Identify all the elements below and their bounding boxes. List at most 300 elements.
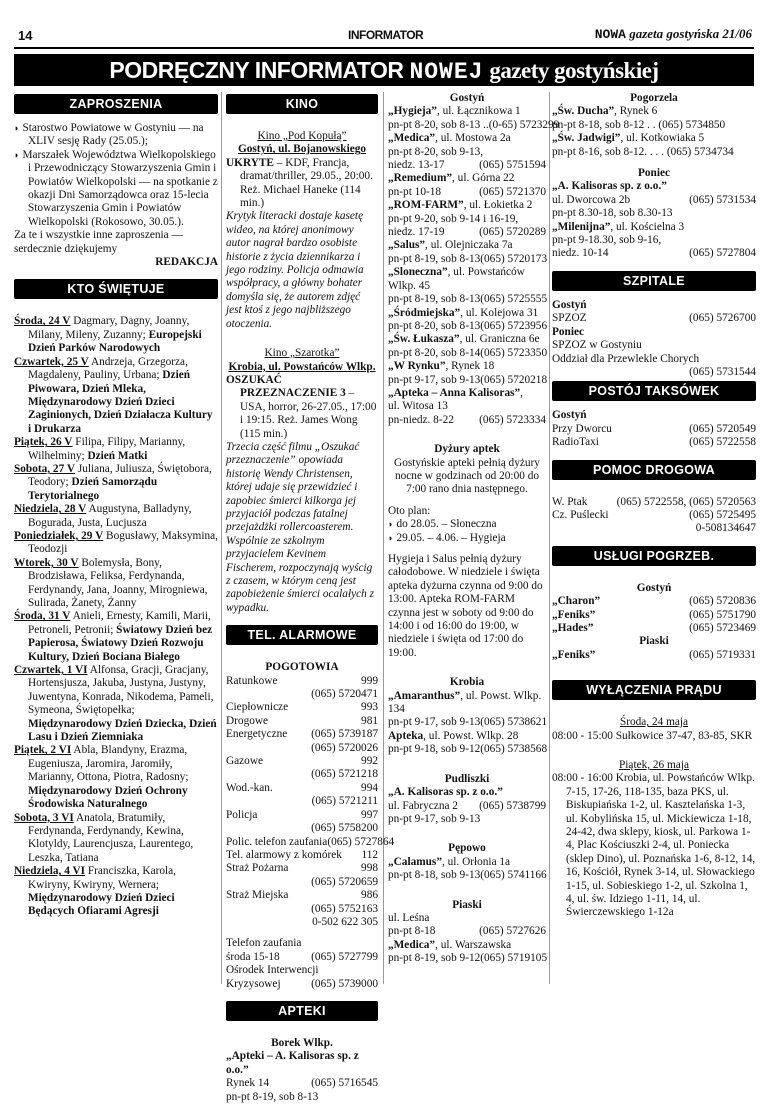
phone-row — [552, 622, 756, 635]
cinema-address: Krobia, ul. Powstańców Wlkp. — [228, 360, 376, 373]
header-rule — [14, 47, 754, 49]
phone-row — [226, 835, 395, 849]
nameday-entry — [14, 315, 218, 355]
phone-number: (065) 5738799 — [479, 799, 546, 812]
pharmacy-detail: ul. Leśna — [388, 911, 430, 924]
nameday-date: Czwartek, 1 VI — [14, 664, 88, 677]
pharmacy-name: „Medica” — [388, 132, 436, 145]
pharmacy-line — [388, 786, 546, 799]
phone-label: Polic. telefon zaufania — [226, 835, 328, 848]
phone-number: 981 — [361, 714, 378, 727]
phone-number: (065) 5720836 — [689, 595, 756, 608]
hotline-label: Ośrodek Interwencji — [226, 964, 319, 977]
duty-heading: Dyżury aptek — [434, 443, 500, 456]
phone-row — [226, 809, 378, 822]
town-heading: Poniec — [552, 325, 584, 338]
phone-label: Ciepłownicze — [226, 701, 289, 714]
nameday-names: Andrzeja, Grzegorza, Magdaleny, Pauliny, Urbana; — [28, 355, 188, 382]
pharmacy-detail: pn-pt 9-18.30, sob 9-16, — [552, 234, 662, 247]
nameday-holiday: Międzynarodowy Dzień Dziecka, Dzień Lasu i Dzień Ziemniaka — [28, 717, 217, 744]
phone-number: (065) 5731534 — [689, 193, 756, 206]
pharmacy-name: „A. Kalisoras sp. z o.o.” — [552, 180, 667, 193]
section-name: INFORMATOR — [348, 28, 424, 42]
phone-label: Tel. alarmowy z komórek — [226, 848, 342, 861]
phone-number: (065) 5720218 — [480, 373, 548, 386]
pharmacy-detail: , Rynek 18 — [445, 360, 495, 373]
pharmacy-detail: pn-pt 8.30-18, sob 8.30-13 — [552, 207, 673, 220]
phone-row: środa 15-18 (065) 5727799 — [226, 950, 378, 963]
pharmacy-list — [552, 180, 756, 260]
town-heading: Gostyń — [552, 298, 587, 311]
phone-label: Ratunkowe — [226, 674, 278, 687]
page-number: 14 — [18, 28, 33, 43]
phone-row — [226, 849, 378, 862]
phone-number: (065) 5727804 — [689, 247, 756, 260]
pharmacy-name: „Amaranthus” — [388, 689, 461, 702]
phone-label: pn-pt 9-17, sob 9-13 — [388, 373, 481, 386]
alarm-heading: TEL. ALARMOWE — [226, 625, 378, 645]
page-header — [0, 0, 768, 50]
phone-number: (065) 5725555 — [480, 293, 548, 306]
column-divider — [549, 92, 550, 984]
phone-number: (065) 5751594 — [479, 159, 546, 172]
column-divider — [221, 92, 222, 984]
phone-row — [388, 743, 546, 756]
nameday-date: Środa, 24 V — [14, 315, 71, 328]
phone-row — [388, 226, 546, 239]
film-description: Krytyk literacki dostaje kasetę wideo, na której anonimowy autor nagrał bardzo osobiste historie z życia dziennikarza i jego rodziny. Policja odmawia współpracy, a główny bohater domyśla się, że autorem zdjęć jest ktoś z jego najbliższego otoczenia. — [226, 210, 364, 330]
phone-row — [552, 609, 756, 622]
phone-row: Przy Dworcu (065) 5720549 — [552, 422, 756, 435]
column-3 — [388, 92, 560, 966]
phone-row: „Feniks” (065) 5719331 — [552, 648, 756, 661]
nameday-list — [14, 315, 218, 918]
pharmacy-line — [388, 199, 546, 212]
phone-label: Wod.-kan. — [226, 781, 273, 794]
kto-swietuje-heading: KTO ŚWIĘTUJE — [14, 279, 218, 299]
pharmacy-detail: , ul. Łokietka 2 — [463, 199, 533, 212]
pharmacy-line — [388, 690, 546, 717]
column-1 — [14, 92, 218, 919]
nameday-entry — [14, 463, 218, 503]
phone-number: (065) 5738621 — [480, 716, 548, 729]
hospital-ward: Oddział dla Przewlekle Chorych — [552, 352, 700, 365]
column-divider — [383, 92, 384, 984]
pharmacy-detail: pn-pt 9-17, sob 9-13 — [388, 812, 481, 825]
nameday-holiday: Dzień Matki — [87, 449, 148, 462]
pharmacy-name: „Apteka – Anna Kalisoras” — [388, 386, 521, 399]
outage-text: 08:00 - 16:00 Krobia, ul. Powstańców Wlkp. 7-15, 17-26, 118-135, baza PKS, ul. Biskupiańska 1-2, ul. Kasztelańska 1-3, ul. Kobylińska 15, ul. Mickiewicza 1-18, 24-42, dwa sklepy, kiosk, ul. Parkowa 1-4, Plac Kościuszki 2-4, ul. Poniecka (sklep Dino), ul. Poznańska 1-6, 8-12, 14, 16, Kościół, Rynek 3-14, ul. Słowackiego 1-15, ul. Sobieskiego 1-2, ul. Szkolna 1, 4, ul. św. Idziego 1-11, 14, ul. Świerczewskiego 1-12a — [552, 772, 756, 919]
phone-number: 993 — [361, 701, 378, 714]
nameday-entry — [14, 865, 218, 919]
phone-row — [226, 768, 378, 781]
pharmacy-detail: pn-pt 9-20, sob 9-14 i 16-19, — [388, 212, 519, 225]
nameday-names: Augustyna, Balladyny, Bogurada, Justa, Lucjusza — [28, 503, 192, 529]
phone-number: (065) 5721211 — [311, 795, 378, 808]
phone-row — [388, 293, 546, 306]
pharmacy-line — [388, 730, 546, 743]
pharmacy-name: „Calamus” — [388, 855, 442, 868]
phone-number: (065) 5723350 — [480, 346, 548, 359]
nameday-date: Piątek, 26 V — [14, 436, 73, 449]
cinema-name: Kino „Szarotka” — [264, 347, 340, 360]
pharmacy-detail: pn-pt 8-20, sob 9-13, — [388, 145, 484, 158]
phone-number: (065) 5751790 — [689, 608, 756, 621]
phone-number: 999 — [361, 674, 378, 687]
pharmacy-list — [388, 690, 546, 757]
invite-signature: REDAKCJA — [155, 256, 218, 269]
pharmacy-line — [388, 239, 546, 252]
nameday-date: Sobota, 27 V — [14, 462, 75, 475]
pharmacy-name: „Salus” — [388, 239, 426, 252]
nameday-date: Sobota, 3 VI — [14, 811, 74, 824]
phone-number: (065) 5719105 — [480, 952, 548, 965]
pharmacy-line — [388, 813, 546, 826]
phone-row: W. Ptak (065) 5722558, (065) 5720563 — [552, 495, 756, 508]
nameday-date: Niedziela, 4 VI — [14, 865, 86, 878]
phone-row — [388, 320, 546, 333]
pharmacy-list — [388, 105, 560, 427]
town-heading: Krobia — [449, 676, 485, 689]
phone-number: (065) 5723956 — [480, 319, 548, 332]
phone-label: pn-pt 8-20, sob 8-13 — [388, 319, 481, 332]
pharmacy-line — [388, 146, 546, 159]
phone-row — [388, 716, 546, 729]
phone-row — [226, 862, 378, 875]
nameday-names: Franciszka, Karola, Kwiryny, Kwiryny, Wernera; — [28, 865, 176, 891]
nameday-names: Anatola, Bratumiły, Ferdynanda, Ferdynandy, Kewina, Klotyldy, Laurencjusza, Laurentego, Leszka, Tatiana — [28, 811, 194, 864]
duty-note: Hygieja i Salus pełnią dyżury całodobowe. W niedziele i święta apteka dyżurna czynna od 9:00 do 13:00. Apteka ROM-FARM czynna jest w soboty od 9:00 do 14:00 i od 16:00 do 19:00, w niedziele i święta od 17:00 do 19:00. — [388, 553, 543, 659]
outage-text: 08:00 - 15:00 Sułkowice 37-47, 83-85, SKR — [552, 729, 753, 742]
nameday-names: Bogusławy, Maksymina, Teodozji — [28, 529, 218, 556]
phone-number: (065) 5720026 — [311, 741, 378, 754]
invite-item: ◗ Marszałek Województwa Wielkopolskiego i Przewodniczący Stowarzyszenia Gmin i Powiatów Wielkopolski — na spotkanie z okazji Dni Samorządowca oraz 15-lecia Stowarzyszenia Gmin i Powiatów Wielkopolski (Rokosowo, 30.05.). — [14, 149, 218, 229]
nameday-names: Abla, Blandyny, Erazma, Eugeniusza, Jaromira, Jaromiły, Marianny, Ottona, Piotra, Radosny; — [28, 744, 189, 784]
phone-label: Drogowe — [226, 714, 269, 727]
nameday-entry — [14, 610, 218, 664]
phone-label: niedz. 13-17 — [388, 159, 445, 172]
phone-number: 998 — [361, 862, 378, 875]
film-description: Trzecia część filmu „Oszukać przeznaczenie” opowiada historię Wendy Christensen, której udaje się przewidzieć i zapobiec śmierci kilkorga jej przyjaciół podczas fatalnej przejażdżki rollercoasterem. Wspólnie ze szkolnym przyjacielem Kevinem Fischerem, rozpoczynają wyścig z czasem, w którym ceną jest zapobieżenie śmierci ocalałych z wypadku. — [226, 440, 374, 614]
phone-number: (065) 5723334 — [479, 413, 546, 426]
pharmacy-name: „Hygieja” — [388, 105, 437, 118]
phone-row — [388, 414, 546, 427]
alarm-subheading: POGOTOWIA — [265, 661, 339, 674]
phone-label: pn-pt 8-20, sob 8-13 .. — [388, 118, 489, 131]
town-heading: Poniec — [638, 167, 670, 180]
phone-number: (0-65) 5723299 — [488, 118, 560, 131]
funeral-name: „Feniks” — [552, 608, 596, 621]
phone-number: (065) 5720289 — [479, 226, 546, 239]
mobile-phone: 0-508134647 — [695, 522, 756, 535]
pharmacy-detail: , ul. Olejniczaka 7a — [425, 239, 513, 252]
nameday-names: Alfonsa, Gracji, Gracjany, Hortensjusza, Jakuba, Justyna, Justyny, Juwentyna, Konrada, Nikodema, Pameli, Symeona, Świętopełka; — [28, 664, 214, 717]
pharmacy-line — [388, 105, 546, 118]
pharmacy-name: Apteka — [388, 729, 424, 742]
phone-row — [388, 925, 546, 938]
pharmacy-name: „W Rynku” — [388, 360, 446, 373]
phone-row — [388, 186, 546, 199]
pharmacy-detail: , ul. Kościelna 3 — [610, 220, 685, 233]
pharmacy-detail: , ul. Kolejowa 31 — [460, 306, 539, 319]
phone-row — [226, 701, 378, 714]
phone-number: (065) 5752163 — [311, 902, 378, 915]
outage-date: Środa, 24 maja — [619, 716, 689, 729]
nameday-date: Wtorek, 30 V — [14, 556, 79, 569]
apteki-heading: APTEKI — [226, 1001, 378, 1021]
film-listing: UKRYTE – KDF, Francja, dramat/thriller, 29.05., 20:00. Reż. Michael Haneke (114 min.) — [226, 156, 373, 210]
phone-number: (065) 5720471 — [311, 688, 378, 701]
town-heading: Borek Wlkp. — [271, 1036, 333, 1049]
pharmacy-detail: , ul. Mostowa 2a — [435, 132, 511, 145]
phone-label: pn-pt 8-18 — [388, 925, 436, 938]
pharmacy-line — [552, 234, 756, 247]
pharmacy-list — [388, 786, 546, 826]
pharmacy-detail: , ul. Kotkowiaka 5 — [620, 132, 705, 145]
phone-label: pn-pt 8-19, sob 9-12 — [388, 952, 481, 965]
pharmacy-list — [388, 856, 546, 883]
plan-heading: Oto plan: — [388, 504, 431, 517]
pharmacy-name: „Sloneczna” — [388, 266, 448, 279]
phone-row — [552, 247, 756, 260]
phone-label: pn-niedz. 8-22 — [388, 413, 454, 426]
pharmacy-detail: , ul. Graniczna 6e — [459, 333, 540, 346]
phone-label: Straż Pożarna — [226, 862, 289, 875]
invite-thanks: Za te i wszystkie inne zaproszenia — serdecznie dziękujemy — [14, 229, 183, 255]
nameday-holiday: Międzynarodowy Dzień Ochrony Środowiska Naturalnego — [28, 784, 188, 811]
phone-number: 997 — [361, 808, 378, 821]
town-heading: Gostyń — [552, 409, 587, 422]
szpitale-heading: SZPITALE — [552, 271, 756, 291]
pharmacy-name: „Św. Jadwigi” — [552, 132, 621, 145]
pharmacy-line — [388, 856, 546, 869]
pharmacy-name: „ROM-FARM” — [388, 199, 464, 212]
phone-label: pn-pt 9-18, sob 9-12 — [388, 743, 481, 756]
pharmacy-line — [552, 207, 756, 220]
pharmacy-line — [552, 180, 756, 193]
phone-row — [552, 194, 756, 207]
phone-label: pn-pt 9-17, sob 9-13 — [388, 716, 481, 729]
kino-heading: KINO — [226, 94, 378, 114]
phone-row — [226, 916, 378, 929]
phone-row — [388, 253, 546, 266]
phone-row — [388, 159, 546, 172]
pharmacy-detail: , — [520, 386, 523, 399]
nameday-holiday: Dzień Samorządu Terytorialnego — [28, 476, 158, 502]
page-banner: PODRĘCZNY INFORMATOR NOWEJ gazety gostyńskiej — [14, 54, 754, 86]
pharmacy-detail: , ul. Górna 22 — [452, 172, 515, 185]
phone-number: (065) 5720173 — [480, 252, 548, 265]
zaproszenia-heading: ZAPROSZENIA — [14, 94, 218, 114]
town-heading: Pudliszki — [444, 772, 490, 785]
phone-row — [226, 728, 378, 741]
nameday-date: Niedziela, 28 V — [14, 503, 87, 516]
pharmacy-name: „Milenijna” — [552, 220, 611, 233]
pharmacy-detail: pn-pt 8-18, sob 8-12 . . (065) 5734850 — [552, 118, 726, 131]
nameday-date: Środa, 31 V — [14, 610, 71, 623]
nameday-entry — [14, 557, 218, 611]
phone-label: Straż Miejska — [226, 889, 289, 902]
phone-row: Rynek 14 (065) 5716545 — [226, 1077, 378, 1090]
nameday-entry — [14, 664, 218, 744]
nameday-entry — [14, 356, 218, 436]
phone-label: pn-pt 8-18, sob 9-13 — [388, 869, 481, 882]
column-4 — [552, 92, 756, 920]
town-heading: Piaski — [452, 898, 482, 911]
nameday-entry — [14, 436, 218, 463]
phone-row — [388, 347, 546, 360]
pharmacy-line — [552, 132, 756, 145]
pharmacy-name: „Św. Ducha” — [552, 105, 615, 118]
phone-row — [552, 595, 756, 608]
pharmacy-line — [552, 146, 756, 159]
film-listing: OSZUKAĆ PRZEZNACZENIE 3 – USA, horror, 26-27.05., 17:00 i 19:15. Reż. James Wong (115 min.) — [226, 373, 377, 440]
alarm-list — [226, 674, 395, 930]
phone-number: (065) 5741166 — [480, 869, 547, 882]
pharmacy-line — [552, 105, 756, 118]
phone-label: pn-pt 8-19, sob 8-13 — [388, 252, 481, 265]
phone-label: niedz. 10-14 — [552, 247, 609, 260]
nameday-entry — [14, 744, 218, 811]
phone-label: ul. Dworcowa 2b — [552, 193, 631, 206]
pharmacy-line — [388, 939, 546, 952]
pharmacy-line — [388, 307, 546, 320]
nameday-names: Dagmary, Dagny, Joanny, Milany, Mileny, Zuzanny; — [28, 315, 190, 341]
phone-number: (065) 5727626 — [479, 925, 546, 938]
nameday-names: Filipa, Filipy, Marianny, Wilhelminy; — [28, 436, 186, 462]
cinema-name: Kino „Pod Kopułą” — [257, 130, 347, 142]
phone-label: Policja — [226, 808, 258, 821]
nameday-date: Piątek, 2 VI — [14, 744, 72, 757]
pharmacy-line — [552, 119, 756, 132]
town-heading: Pogorzela — [630, 92, 678, 104]
nameday-date: Czwartek, 25 V — [14, 355, 89, 368]
phone-row: Kryzysowej (065) 5739000 — [226, 977, 378, 990]
nameday-names: Bolemysła, Bony, Brodzisława, Feliksa, Ferdynanda, Ferdynandy, Jana, Joanny, Mirogniewa, Sulirada, Żanety, Żanny — [28, 556, 208, 609]
phone-number: (065) 5739187 — [311, 728, 378, 741]
pharmacy-detail: , ul. Powst. Wlkp. 134 — [388, 689, 542, 716]
phone-row — [226, 795, 378, 808]
phone-number: 992 — [361, 755, 378, 768]
phone-row: SPZOZ (065) 5726700 — [552, 312, 756, 325]
phone-row — [226, 715, 378, 728]
town-heading: Pępowo — [448, 842, 486, 855]
duty-text: Gostyńskie apteki pełnią dyżury nocne w godzinach od 20:00 do 7:00 rano dnia następnego. — [394, 456, 540, 496]
phone-label: pn-pt 8-20, sob 8-14 — [388, 346, 481, 359]
drogowa-heading: POMOC DROGOWA — [552, 460, 756, 480]
pharmacy-name: „Medica” — [388, 938, 436, 951]
phone-label: pn-pt 10-18 — [388, 185, 442, 198]
phone-number: 986 — [361, 889, 378, 902]
paper-title: NOWA gazeta gostyńska 21/06 — [594, 26, 752, 42]
town-heading: Piaski — [639, 635, 669, 648]
phone-row — [388, 800, 546, 813]
pharmacy-line — [388, 266, 546, 293]
pharmacy-detail: , ul. Łącznikowa 1 — [436, 105, 521, 118]
nameday-holiday: Światowy Dzień bez Papierosa, Światowy Dzień Rozwoju Kultury, Dzień Bociana Białego — [28, 623, 213, 663]
pharmacy-line — [388, 333, 546, 346]
taxi-heading: POSTÓJ TAKSÓWEK — [552, 381, 756, 401]
phone-row: RadioTaxi (065) 5722558 — [552, 436, 756, 449]
pharmacy-name: „A. Kalisoras sp. z o.o.” — [388, 786, 503, 799]
nameday-entry — [14, 812, 218, 866]
pharmacy-line — [388, 213, 546, 226]
pharmacy-list — [552, 105, 756, 159]
nameday-holiday: Międzynarodowy Dzień Dzieci Będących Ofiarami Agresji — [28, 891, 175, 918]
phone-row — [226, 822, 378, 835]
phone-row — [226, 876, 378, 889]
cinema-address: Gostyń, ul. Bojanowskiego — [237, 143, 367, 156]
invite-item: ◗ Starostwo Powiatowe w Gostyniu — na XLIV sesję Rady (25.05.); — [14, 122, 218, 149]
phone-row — [226, 675, 378, 688]
hospital-phone: (065) 5731544 — [689, 365, 756, 378]
town-heading: Gostyń — [449, 92, 485, 104]
pharmacy-line — [388, 387, 546, 400]
pharmacy-list — [388, 912, 546, 966]
phone-number: (065) 5738568 — [480, 743, 548, 756]
town-heading: Gostyń — [636, 581, 672, 594]
nameday-date: Poniedziałek, 29 V — [14, 529, 104, 542]
phone-row — [226, 742, 378, 755]
phone-label: Gazowe — [226, 755, 264, 768]
phone-row — [388, 374, 546, 387]
funeral-name: „Hades” — [552, 621, 594, 634]
phone-number: (065) 5723469 — [689, 621, 756, 634]
phone-row — [388, 952, 546, 965]
nameday-names: Anieli, Ernesty, Kamili, Marii, Petroneli, Petronii; — [28, 610, 211, 636]
phone-number: (065) 5758200 — [311, 822, 378, 835]
pharmacy-line — [388, 400, 546, 413]
pharmacy-line — [388, 172, 546, 185]
phone-row — [226, 903, 378, 916]
phone-row — [226, 782, 378, 795]
funeral-name: „Charon” — [552, 595, 601, 608]
phone-label: ul. Fabryczna 2 — [388, 799, 458, 812]
phone-label: Energetyczne — [226, 728, 288, 741]
phone-label: pn-pt 8-19, sob 8-13 — [388, 293, 481, 306]
pharmacy-detail: pn-pt 8-16, sob 8-12. . . . (065) 5734734 — [552, 145, 734, 158]
plan-item: ◗ do 28.05. – Słoneczna — [388, 518, 546, 531]
pharmacy-detail: ul. Witosa 13 — [388, 400, 448, 413]
outage-date: Piątek, 26 maja — [619, 759, 689, 771]
phone-number: (065) 5727864 — [327, 835, 395, 848]
column-2 — [226, 92, 395, 1104]
nameday-names: Juliana, Juliusza, Świętobora, Teodory; — [28, 462, 212, 489]
funeral-list — [552, 595, 756, 635]
phone-row — [388, 869, 546, 882]
nameday-holiday: Dzień Piwowara, Dzień Mleka, Międzynarodowy Dzień Dzieci Zaginionych, Dzień Działacza Kultury i Drukarza — [28, 369, 213, 435]
phone-row — [226, 755, 378, 768]
pharmacy-detail: , ul. Powst. Wlkp. 28 — [423, 729, 519, 742]
phone-number: 112 — [361, 848, 378, 861]
pharmacy-line — [552, 221, 756, 234]
phone-number: 0-502 622 305 — [312, 915, 378, 928]
phone-row — [226, 889, 378, 902]
phone-row — [226, 688, 378, 701]
pharmacy-detail: , ul. Orłonia 1a — [441, 855, 511, 868]
nameday-entry — [14, 530, 218, 557]
pharmacy-name: „Remedium” — [388, 172, 453, 185]
pharmacy-name: „Śródmiejska” — [388, 306, 461, 319]
phone-number: (065) 5720659 — [311, 875, 378, 888]
phone-number: 994 — [361, 781, 378, 794]
phone-number: (065) 5721370 — [479, 185, 546, 198]
pharmacy-detail: , ul. Powstańców Wlkp. 45 — [388, 266, 525, 292]
hospital-name: SPZOZ w Gostyniu — [552, 339, 642, 352]
pharmacy-detail: , ul. Warszawska — [435, 938, 512, 951]
pharmacy-line — [388, 132, 546, 145]
nameday-holiday: Europejski Dzień Parków Narodowych — [28, 328, 202, 355]
